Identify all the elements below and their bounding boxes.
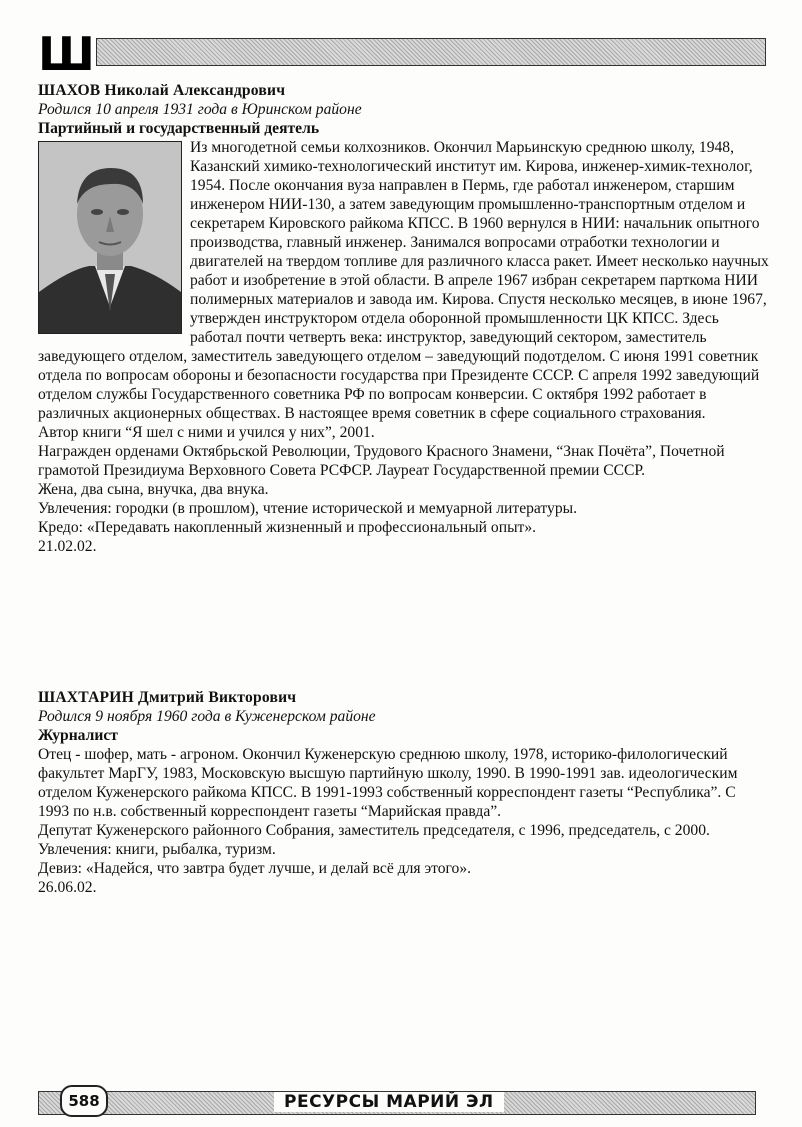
header-hatched-bar bbox=[96, 38, 766, 66]
authored-book: Автор книги “Я шел с ними и учился у них”, 2001. bbox=[38, 424, 375, 441]
person-name: ШАХОВ Николай Александрович bbox=[38, 82, 286, 99]
awards: Награжден орденами Октябрьской Революции, Трудового Красного Знамени, “Знак Почёта”, Почетной грамотой Президиума Верховного Совета РСФСР. Лауреат Государственной премии СССР. bbox=[38, 443, 725, 479]
motto: Кредо: «Передавать накопленный жизненный и профессиональный опыт». bbox=[38, 519, 537, 536]
hobbies: Увлечения: книги, рыбалка, туризм. bbox=[38, 841, 276, 858]
portrait-illustration bbox=[39, 142, 181, 333]
birth-info: Родился 9 ноября 1960 года в Куженерском районе bbox=[38, 708, 376, 725]
person-role: Журналист bbox=[38, 727, 118, 744]
person-name: ШАХТАРИН Дмитрий Викторович bbox=[38, 689, 297, 706]
person-role: Партийный и государственный деятель bbox=[38, 120, 320, 137]
entry-date: 26.06.02. bbox=[38, 879, 97, 896]
section-letter: Ш bbox=[38, 27, 95, 81]
letter-header bbox=[38, 27, 766, 81]
entry-date: 21.02.02. bbox=[38, 538, 97, 555]
biography-text: Из многодетной семьи колхозников. Окончил Марьинскую среднюю школу, 1948, Казанский химико-технологический институт им. Кирова, инженер-химик-технолог, 1954. После окончания вуза направлен в Пермь, где работал инженером, старшим инженером НИИ-130, а затем заведующим промышленно-транспортным отделом и секретарем Кировского райкома КПСС. В 1960 вернулся в НИИ: начальник опытного производства, главный инженер. Занимался вопросами отработки технологии и двигателей на твердом топливе для различного класса ракет. Имеет несколько научных работ и изобретение в этой области. В апреле 1967 избран секретарем парткома НИИ полимерных материалов и завода им. Кирова. Спустя несколько месяцев, в июне 1967, утвержден инструктором отдела оборонной промышленности ЦК КПСС. Здесь работал почти четверть века: инструктор, заведующий сектором, заместитель заведующего отделом, заместитель заведующего отделом – заведующий подотделом. С июня 1991 советник отдела по вопросам обороны и безопасности государства при Президенте СССР. С апреля 1992 заведующий отделом службы Государственного советника РФ по вопросам конверсии. С октября 1992 работает в различных акционерных обществах. В настоящее время советник в сфере социального страхования. bbox=[38, 139, 769, 422]
birth-info: Родился 10 апреля 1931 года в Юринском районе bbox=[38, 101, 362, 118]
hobbies: Увлечения: городки (в прошлом), чтение исторической и мемуарной литературы. bbox=[38, 500, 578, 517]
public-office: Депутат Куженерского районного Собрания, заместитель председателя, с 1996, председатель, с 2000. bbox=[38, 822, 710, 839]
biography-entry-shakhov bbox=[38, 81, 770, 556]
page-number: 588 bbox=[60, 1085, 108, 1117]
footer-title: РЕСУРСЫ МАРИЙ ЭЛ bbox=[274, 1092, 504, 1112]
family: Жена, два сына, внучка, два внука. bbox=[38, 481, 269, 498]
page-footer bbox=[38, 1083, 766, 1117]
biography-text: Отец - шофер, мать - агроном. Окончил Куженерскую среднюю школу, 1978, историко-филологический факультет МарГУ, 1983, Московскую высшую партийную школу, 1990. В 1990-1991 зав. идеологическим отделом Куженерского райкома КПСС. В 1991-1993 собственный корреспондент газеты “Республика”. С 1993 по н.в. собственный корреспондент газеты “Марийская правда”. bbox=[38, 746, 738, 820]
motto: Девиз: «Надейся, что завтра будет лучше, и делай всё для этого». bbox=[38, 860, 472, 877]
biography-entry-shakhtarin bbox=[38, 688, 770, 897]
portrait-photo bbox=[38, 141, 182, 334]
